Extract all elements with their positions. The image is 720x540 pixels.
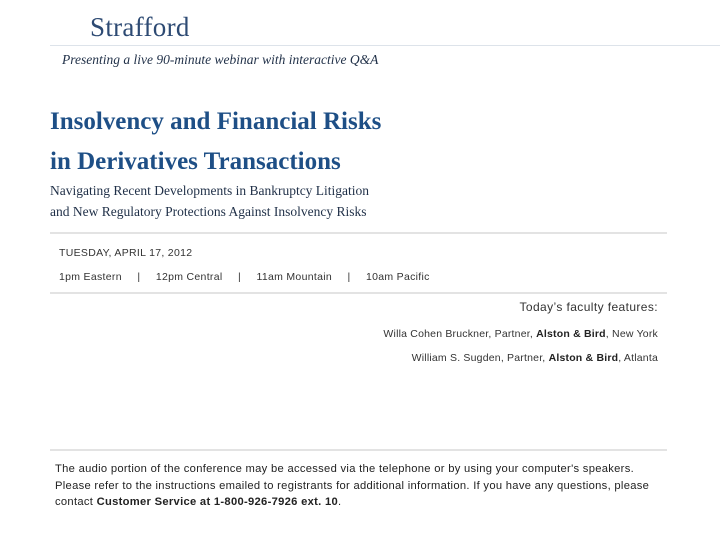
faculty-location: , Atlanta [618, 352, 658, 364]
customer-service-contact: Customer Service at 1-800-926-7926 ext. 10 [96, 496, 339, 508]
strafford-logo: Strafford [90, 12, 190, 42]
faculty-location: , New York [605, 328, 658, 340]
time-separator: | [347, 271, 351, 283]
event-date: TUESDAY, APRIL 17, 2012 [59, 247, 193, 259]
section-divider-bottom [50, 449, 667, 451]
title-line-1: Insolvency and Financial Risks [50, 108, 382, 135]
tagline: Presenting a live 90-minute webinar with interactive Q&A [62, 52, 379, 67]
faculty-firm: Alston & Bird [548, 352, 619, 364]
faculty-name: Willa Cohen Bruckner, Partner, [383, 328, 537, 340]
faculty-section [383, 300, 658, 370]
faculty-name: William S. Sugden, Partner, [411, 352, 549, 364]
time-eastern: 1pm Eastern [59, 271, 122, 283]
faculty-member [383, 346, 658, 370]
time-mountain: 11am Mountain [256, 271, 332, 283]
faculty-firm: Alston & Bird [536, 328, 606, 340]
event-times [59, 271, 430, 283]
section-divider-top [50, 232, 667, 234]
time-separator: | [137, 271, 141, 283]
audio-notice [55, 461, 655, 511]
time-central: 12pm Central [155, 271, 223, 283]
section-divider-middle [50, 292, 667, 294]
webinar-subtitle [50, 180, 369, 222]
header-divider [50, 45, 720, 46]
audio-notice-end: . [338, 496, 342, 508]
title-line-2: in Derivatives Transactions [50, 148, 341, 175]
faculty-heading: Today’s faculty features: [519, 300, 658, 314]
audio-notice-text: The audio portion of the conference may be accessed via the telephone or by using your computer's speakers. Please refer to the instructions emailed to registrants for additional information. If you have any questions, please contact [55, 463, 650, 508]
subtitle-line-1: Navigating Recent Developments in Bankruptcy Litigation [50, 183, 370, 198]
webinar-title [50, 102, 381, 182]
faculty-member [383, 322, 658, 346]
subtitle-line-2: and New Regulatory Protections Against Insolvency Risks [50, 204, 367, 219]
time-separator: | [237, 271, 241, 283]
time-pacific: 10am Pacific [365, 271, 430, 283]
